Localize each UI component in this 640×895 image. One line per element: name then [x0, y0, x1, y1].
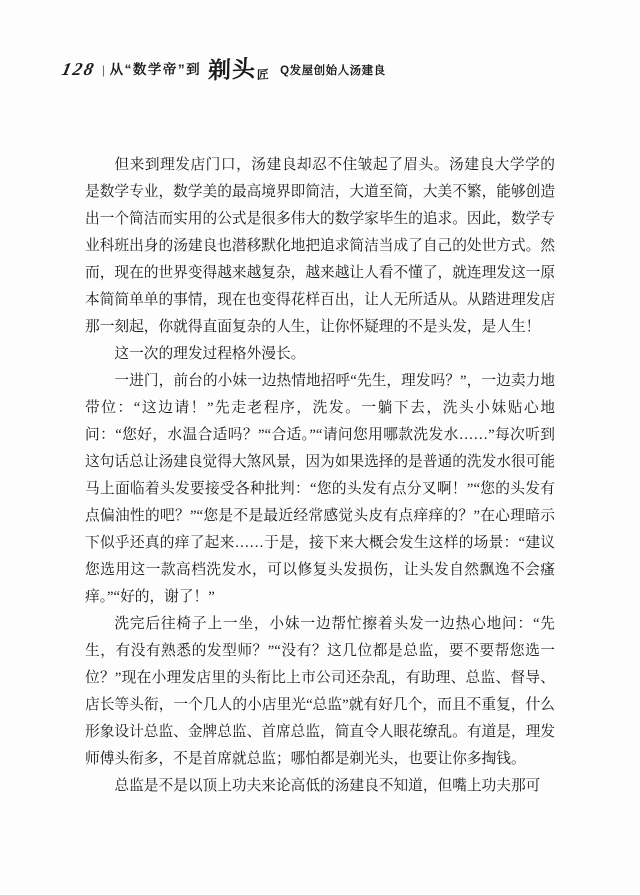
brush-title-small: 匠 [256, 67, 270, 83]
paragraph: 但来到理发店门口，汤建良却忍不住皱起了眉头。汤建良大学学的是数学专业，数学美的最高境界即简洁，大道至简，大美不繁，能够创造出一个简洁而实用的公式是很多伟大的数学家毕生的追求。因此，数学专业科班出身的汤建良也潜移默化地把追求简洁当成了自己的处世方式。然而，现在的世界变得越来越复杂，越来越让人看不懂了，就连理发这一原本简简单单的事情，现在也变得花样百出，让人无所适从。从踏进理发店那一刻起，你就得直面复杂的人生，让你怀疑理的不是头发，是人生！ [85, 157, 556, 335]
header-divider: | [102, 62, 105, 77]
header-subtitle: Q发屋创始人汤建良 [280, 65, 386, 77]
chapter-title-prefix: 从“数学帝”到 [109, 62, 202, 77]
paragraph: 洗完后往椅子上一坐，小妹一边帮忙擦着头发一边热心地问：“先生，有没有熟悉的发型师？”“没有？这几位都是总监，要不要帮您选一位？”现在小理发店里的头衔比上市公司还杂乱，有助理、总监、督导、店长等头衔，一个几人的小店里光“总监”就有好几个，而且不重复，什么形象设计总监、金牌总监、首席总监，简直令人眼花缭乱。有道是，理发师傅头衔多，不是首席就总监；哪怕都是剃光头，也要让你多掏钱。 [85, 616, 556, 767]
page-header [60, 56, 386, 84]
chapter-title-brush [208, 56, 269, 82]
paragraph: 总监是不是以顶上功夫来论高低的汤建良不知道，但嘴上功夫那可 [114, 778, 541, 794]
page-number: 128 [60, 59, 98, 79]
paragraph: 一进门，前台的小妹一边热情地招呼“先生，理发吗？”，一边卖力地带位：“这边请！”先走老程序，洗发。一躺下去，洗头小妹贴心地问：“您好，水温合适吗？”“合适。”“请问您用哪款洗发水……”每次听到这句话总让汤建良觉得大煞风景，因为如果选择的是普通的洗发水很可能马上面临着头发要接受各种批判：“您的头发有点分叉啊！”“您的头发有点偏油性的吧？”“您是不是最近经常感觉头皮有点痒痒的？”在心理暗示下似乎还真的痒了起来……于是，接下来大概会发生这样的场景：“建议您选用这一款高档洗发水，可以修复头发损伤，让头发自然飘逸不会瘙痒。”“好的，谢了！” [85, 373, 556, 605]
body-text [85, 152, 555, 800]
brush-title-main: 剃头 [207, 56, 257, 84]
paragraph: 这一次的理发过程格外漫长。 [114, 346, 306, 362]
